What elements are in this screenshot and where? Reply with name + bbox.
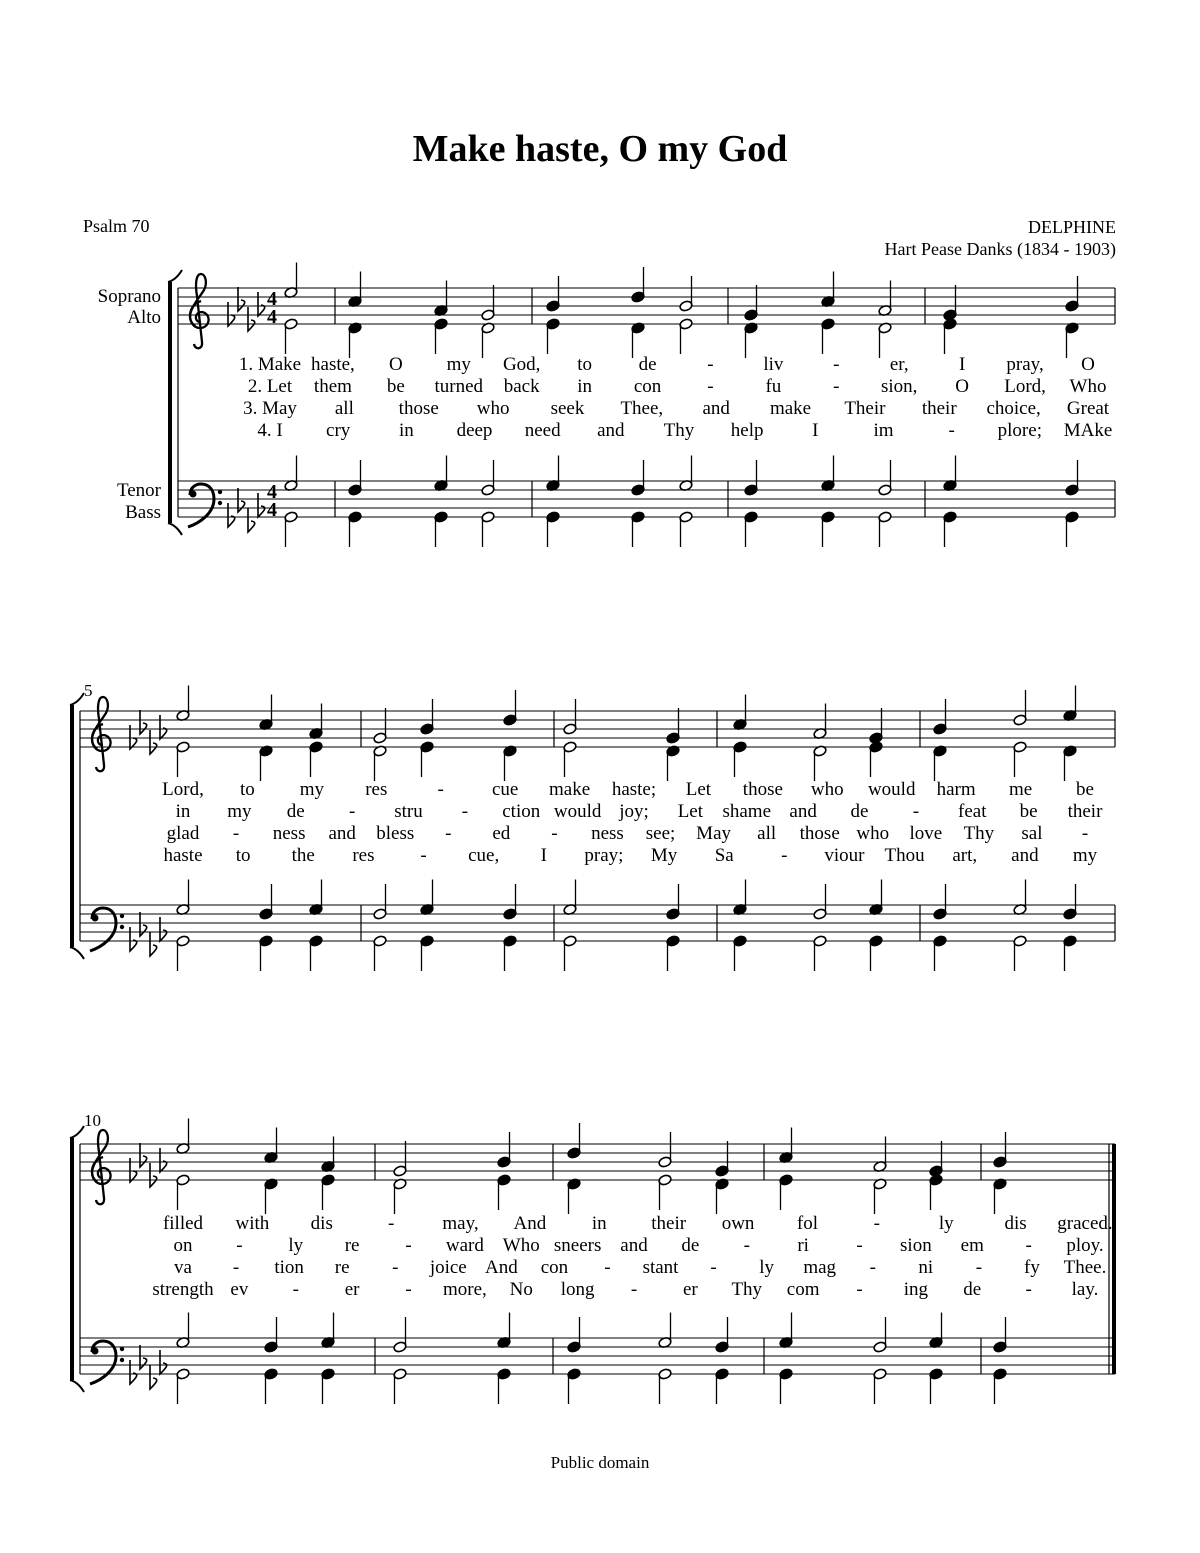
lyric-syllable: stru [394, 801, 423, 822]
tune-name: DELPHINE [1028, 217, 1116, 237]
lyric-syllable: sion, [881, 376, 918, 397]
lyric-syllable: cue, [468, 845, 500, 866]
lyric-syllable: glad [166, 823, 200, 844]
lyric-syllable: 1. Make [238, 354, 302, 375]
lyric-syllable: - [551, 823, 558, 844]
key-signature-flat-icon [130, 912, 167, 956]
bass-staff [178, 481, 1115, 517]
lyric-syllable: And [484, 1257, 518, 1278]
lyric-syllable: be [1019, 801, 1038, 822]
lyric-syllable: O [955, 376, 970, 397]
lyric-syllable: And [513, 1213, 547, 1234]
measure-number: 10 [84, 1111, 101, 1130]
key-signature-flat-icon [228, 488, 265, 532]
lyric-syllable: - [833, 376, 840, 397]
lyric-syllable: art, [952, 845, 978, 866]
lyric-syllable: and [597, 420, 625, 441]
lyric-syllable: de [963, 1279, 982, 1300]
lyric-syllable: filled [162, 1213, 204, 1234]
lyric-syllable: lay. [1071, 1279, 1099, 1300]
lyric-syllable: Lord, [1004, 376, 1046, 397]
lyric-syllable: - [869, 1257, 876, 1278]
lyric-syllable: make [769, 398, 812, 419]
lyric-syllable: 3. May [243, 398, 297, 419]
lyric-syllable: God, [502, 354, 541, 375]
lyric-syllable: feat [958, 801, 987, 822]
lyric-syllable: con [540, 1257, 569, 1278]
bass-staff [80, 905, 1115, 941]
lyric-syllable: con [633, 376, 662, 397]
lyric-syllable: pray; [584, 845, 624, 866]
lyric-syllable: fu [765, 376, 782, 397]
lyric-syllable: and [702, 398, 730, 419]
lyric-syllable: all [757, 823, 777, 844]
lyric-syllable: - [387, 1213, 395, 1234]
lyric-syllable: ni [918, 1257, 934, 1278]
lyric-syllable: - [856, 1235, 863, 1256]
lyric-syllable: - [405, 1279, 412, 1300]
lyric-syllable: - [461, 801, 469, 822]
lyric-syllable: My [650, 845, 678, 866]
lyric-syllable: those [742, 779, 783, 800]
lyric-syllable: Their [844, 398, 886, 419]
lyric-syllable: harm [936, 779, 976, 800]
lyric-syllable: may, [442, 1213, 479, 1234]
lyric-syllable: Lord, [162, 779, 204, 800]
lyric-syllable: de [681, 1235, 700, 1256]
lyric-syllable: choice, [986, 398, 1041, 419]
lyric-syllable: ed [492, 823, 511, 844]
lyric-syllable: be [1076, 779, 1094, 800]
lyric-syllable: to [577, 354, 593, 375]
lyric-syllable: - [948, 420, 955, 441]
treble-clef-icon [190, 274, 209, 348]
lyric-syllable: - [420, 845, 427, 866]
lyric-syllable: their [921, 398, 957, 419]
lyric-syllable: haste; [611, 779, 657, 800]
lyric-syllable: in [398, 420, 414, 441]
lyric-syllable: the [291, 845, 315, 866]
lyric-syllable: MAke [1063, 420, 1113, 441]
lyric-syllable: who [810, 779, 844, 800]
lyric-syllable: joice [429, 1257, 467, 1278]
lyric-syllable: my [299, 779, 324, 800]
lyric-syllable: - [630, 1279, 638, 1300]
lyric-syllable: va [174, 1257, 192, 1278]
lyric-syllable: - [1081, 823, 1089, 844]
system-bracket [70, 693, 84, 959]
lyric-syllable: - [232, 1257, 240, 1278]
lyric-syllable: love [909, 823, 943, 844]
lyric-syllable: tion [274, 1257, 304, 1278]
lyric-syllable: sion [900, 1235, 932, 1256]
lyric-syllable: in [591, 1213, 607, 1234]
lyric-syllable: Great [1066, 398, 1110, 419]
lyric-syllable: - [833, 354, 840, 375]
lyric-syllable: ing [903, 1279, 929, 1300]
lyric-syllable: O [1081, 354, 1095, 375]
lyric-syllable: ev [230, 1279, 249, 1300]
lyric-syllable: need [524, 420, 561, 441]
lyric-syllable: I [958, 354, 966, 375]
lyric-syllable: May [696, 823, 732, 844]
voice-label-alto: Alto [127, 307, 161, 328]
lyric-syllable: joy; [619, 801, 649, 822]
lyric-syllable: er [344, 1279, 360, 1300]
lyric-syllable: im [873, 420, 894, 441]
lyric-syllable: Who [502, 1235, 540, 1256]
lyric-syllable: be [386, 376, 405, 397]
lyric-syllable: Thy [731, 1279, 763, 1300]
system-bracket [168, 270, 182, 535]
score-system-3 [70, 1111, 1116, 1404]
lyric-syllable: liv [763, 354, 784, 375]
lyric-syllable: Thy [663, 420, 695, 441]
lyric-syllable: re [344, 1235, 360, 1256]
lyric-syllable: - [743, 1235, 750, 1256]
lyric-syllable: with [235, 1213, 270, 1234]
lyric-syllable: - [912, 801, 920, 822]
lyric-syllable: in [577, 376, 593, 397]
lyric-syllable: those [799, 823, 840, 844]
lyric-syllable: Thee. [1063, 1257, 1107, 1278]
score-system-2 [70, 681, 1115, 971]
lyric-syllable: de [286, 801, 305, 822]
treble-clef-icon [92, 1130, 111, 1204]
lyric-syllable: sneers [553, 1235, 602, 1256]
lyric-syllable: and [789, 801, 817, 822]
lyric-syllable: ly [288, 1235, 304, 1256]
lyric-syllable: 4. I [257, 420, 283, 441]
lyric-syllable: 2. Let [247, 376, 293, 397]
lyric-syllable: and [1011, 845, 1039, 866]
lyric-syllable: ly [938, 1213, 954, 1234]
lyric-syllable: - [392, 1257, 399, 1278]
lyric-syllable: res [352, 845, 375, 866]
lyric-syllable: ly [759, 1257, 775, 1278]
lyric-syllable: - [707, 376, 714, 397]
lyric-syllable: in [175, 801, 191, 822]
lyric-syllable: and [328, 823, 356, 844]
key-signature-flat-icon [130, 1345, 167, 1389]
lyric-syllable: fy [1024, 1257, 1040, 1278]
lyric-syllable: de [850, 801, 869, 822]
lyric-syllable: on [173, 1235, 193, 1256]
lyric-syllable: their [651, 1213, 687, 1234]
lyric-syllable: their [1067, 801, 1103, 822]
lyric-syllable: - [292, 1279, 299, 1300]
copyright-notice: Public domain [550, 1453, 650, 1472]
lyric-syllable: cue [491, 779, 519, 800]
lyric-syllable: Thee, [620, 398, 664, 419]
lyric-syllable: O [388, 354, 403, 375]
lyric-syllable: ploy. [1066, 1235, 1104, 1256]
lyric-syllable: shame [722, 801, 772, 822]
lyric-syllable: who [856, 823, 890, 844]
lyric-syllable: - [405, 1235, 412, 1256]
lyric-syllable: would [867, 779, 916, 800]
voice-label-soprano: Soprano [97, 286, 161, 307]
lyric-syllable: who [476, 398, 510, 419]
lyric-syllable: - [236, 1235, 243, 1256]
lyric-syllable: ward [445, 1235, 484, 1256]
treble-clef-icon [92, 697, 111, 771]
lyric-syllable: - [437, 779, 444, 800]
voice-label-bass: Bass [125, 502, 161, 523]
lyric-syllable: - [707, 354, 714, 375]
lyric-syllable: com [786, 1279, 820, 1300]
lyric-syllable: - [604, 1257, 611, 1278]
lyric-syllable: ction [502, 801, 541, 822]
lyric-syllable: dis [1004, 1213, 1027, 1234]
time-signature-numerator: 4 [267, 288, 277, 310]
lyric-syllable: seek [550, 398, 585, 419]
lyric-syllable: cry [326, 420, 351, 441]
treble-staff [80, 711, 1115, 747]
lyric-syllable: Let [685, 779, 712, 800]
lyric-syllable: stant [642, 1257, 679, 1278]
lyric-syllable: my [446, 354, 471, 375]
score-system-1 [98, 263, 1115, 548]
lyric-syllable: those [398, 398, 439, 419]
lyric-syllable: dis [310, 1213, 333, 1234]
lyric-syllable: turned [434, 376, 484, 397]
system-bracket [70, 1126, 84, 1392]
lyric-syllable: to [235, 845, 251, 866]
lyric-syllable: Sa [714, 845, 734, 866]
lyric-syllable: deep [456, 420, 493, 441]
lyric-syllable: I [540, 845, 547, 866]
lyric-syllable: long [560, 1279, 595, 1300]
lyric-syllable: - [873, 1213, 881, 1234]
lyric-syllable: strength [152, 1279, 214, 1300]
composer-credit: Hart Pease Danks (1834 - 1903) [884, 239, 1116, 259]
lyric-syllable: er, [889, 354, 909, 375]
treble-staff [80, 1144, 1115, 1180]
lyric-syllable: re [334, 1257, 350, 1278]
lyric-syllable: - [1025, 1279, 1032, 1300]
lyric-syllable: Thou [884, 845, 925, 866]
time-signature-denominator: 4 [267, 306, 277, 328]
lyric-syllable: and [620, 1235, 648, 1256]
lyric-syllable: fol [796, 1213, 819, 1234]
lyric-syllable: to [240, 779, 255, 800]
lyric-syllable: pray, [1006, 354, 1044, 375]
lyric-syllable: - [781, 845, 788, 866]
lyric-syllable: - [445, 823, 452, 844]
lyric-syllable: my [227, 801, 252, 822]
lyric-syllable: mag [803, 1257, 837, 1278]
lyric-syllable: - [232, 823, 240, 844]
lyric-syllable: graced. [1057, 1213, 1113, 1234]
lyric-syllable: all [334, 398, 354, 419]
lyric-syllable: more, [442, 1279, 487, 1300]
lyric-syllable: em [960, 1235, 984, 1256]
lyric-syllable: my [1072, 845, 1098, 866]
lyric-syllable: Let [677, 801, 704, 822]
lyric-syllable: haste [163, 845, 203, 866]
bass-staff [80, 1338, 1115, 1374]
lyric-syllable: viour [824, 845, 865, 866]
lyric-syllable: ness [272, 823, 306, 844]
lyric-syllable: ness [591, 823, 624, 844]
measure-number: 5 [84, 681, 93, 700]
lyric-syllable: make [548, 779, 591, 800]
voice-label-tenor: Tenor [116, 480, 161, 501]
lyric-syllable: help [730, 420, 764, 441]
lyric-syllable: res [365, 779, 388, 800]
lyric-syllable: bless [376, 823, 415, 844]
lyric-syllable: - [1025, 1235, 1032, 1256]
lyric-syllable: haste, [311, 354, 355, 375]
lyric-syllable: own [721, 1213, 755, 1234]
treble-staff [178, 288, 1115, 324]
lyric-syllable: - [856, 1279, 863, 1300]
lyric-syllable: would [553, 801, 602, 822]
lyric-syllable: back [503, 376, 540, 397]
hymn-title: Make haste, O my God [412, 128, 788, 170]
lyric-syllable: Who [1069, 376, 1107, 397]
lyric-syllable: de [638, 354, 657, 375]
lyric-syllable: - [348, 801, 356, 822]
lyric-syllable: plore; [997, 420, 1042, 441]
lyric-syllable: them [313, 376, 352, 397]
lyric-syllable: No [509, 1279, 533, 1300]
lyric-syllable: - [710, 1257, 717, 1278]
lyric-syllable: ri [797, 1235, 809, 1256]
lyric-syllable: - [975, 1257, 983, 1278]
lyric-syllable: sal [1021, 823, 1043, 844]
lyric-syllable: see; [645, 823, 676, 844]
time-signature-numerator: 4 [267, 481, 277, 503]
lyric-syllable: er [682, 1279, 698, 1300]
time-signature-denominator: 4 [267, 499, 277, 521]
lyric-syllable: I [812, 420, 819, 441]
psalm-reference: Psalm 70 [83, 216, 150, 236]
lyric-syllable: Thy [963, 823, 995, 844]
lyric-syllable: me [1008, 779, 1033, 800]
